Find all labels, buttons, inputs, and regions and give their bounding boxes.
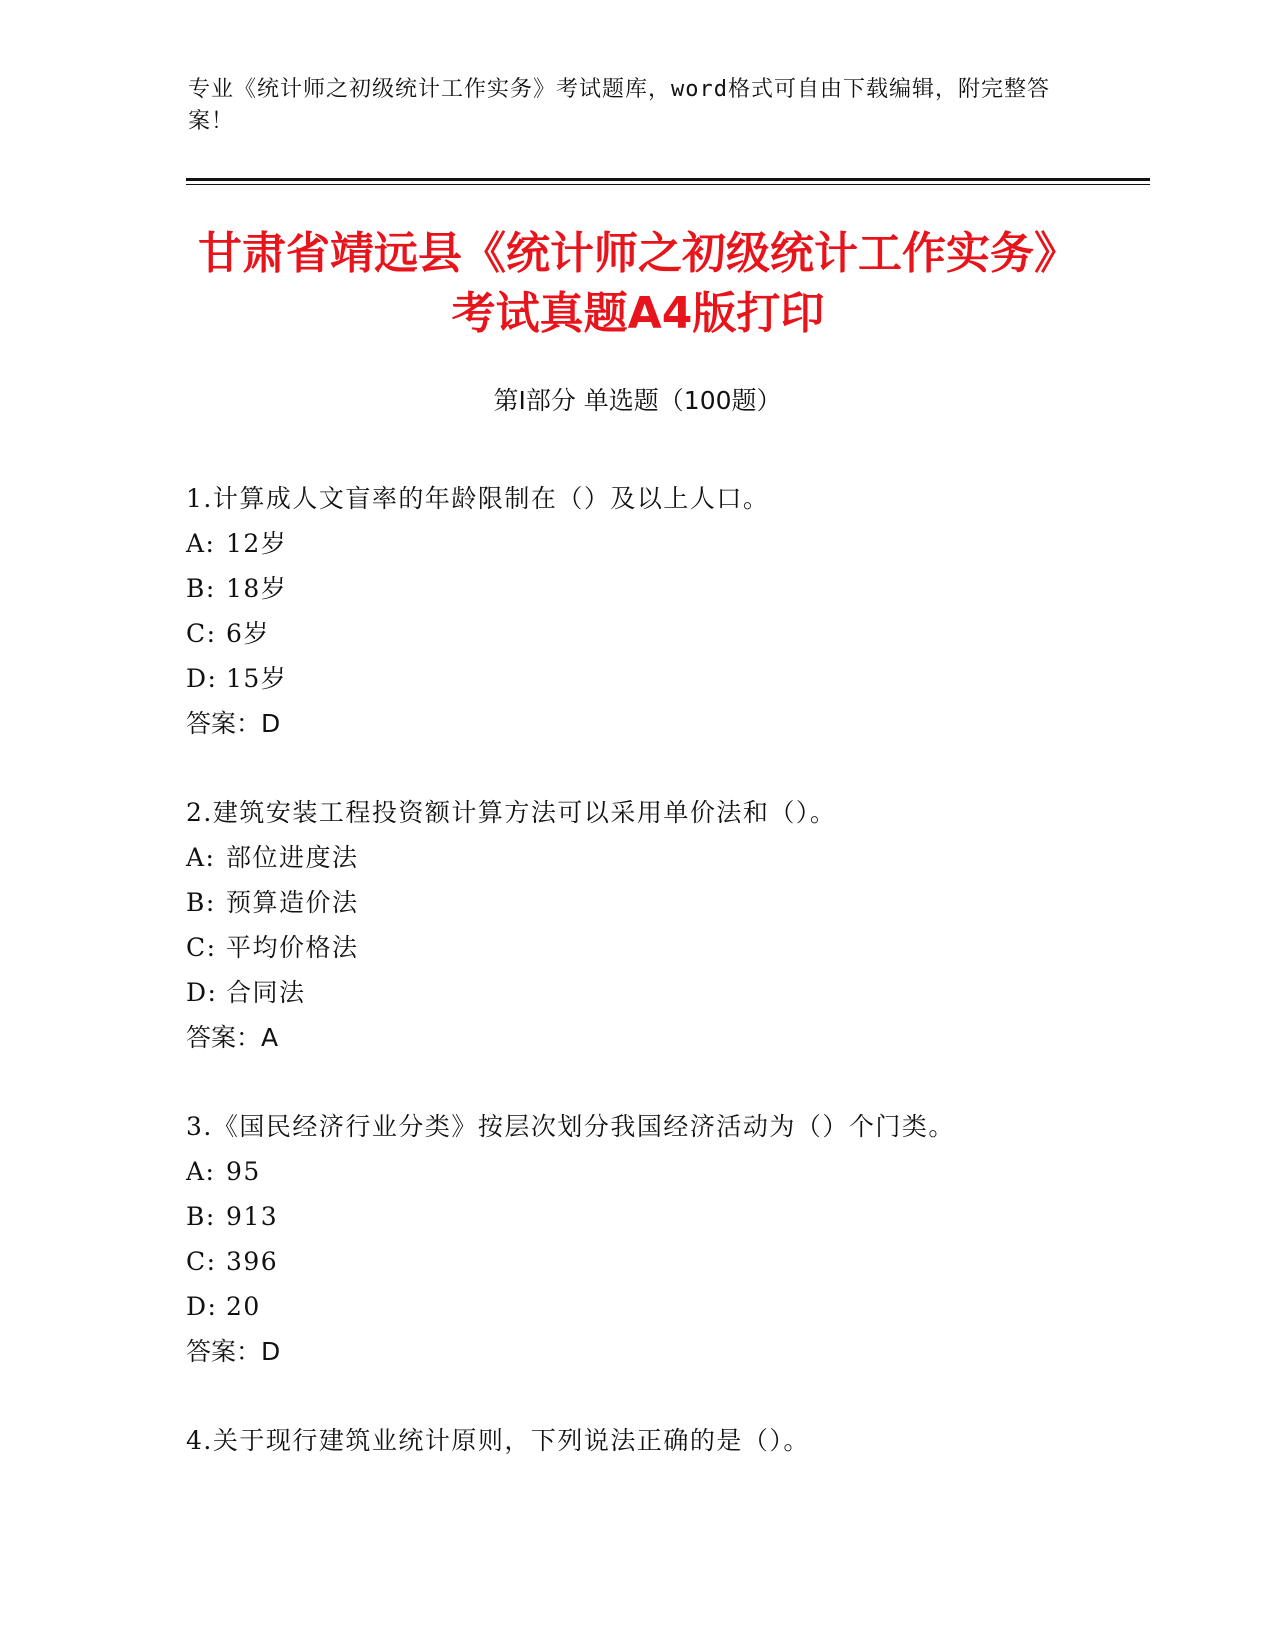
option-a <box>186 1149 1136 1194</box>
question-1 <box>186 476 1136 746</box>
option-letter: D: <box>186 1292 218 1321</box>
question-text: 3.《国民经济行业分类》按层次划分我国经济活动为（）个门类。 <box>186 1112 955 1141</box>
option-b <box>186 880 1136 925</box>
header-divider-thick <box>186 178 1150 181</box>
option-letter: D: <box>186 978 218 1007</box>
option-letter: B: <box>186 574 216 603</box>
option-letter: D: <box>186 664 218 693</box>
answer-label: 答案： <box>186 1337 262 1366</box>
question-3 <box>186 1104 1136 1374</box>
option-text: 913 <box>226 1202 279 1231</box>
option-text: 12岁 <box>226 529 288 558</box>
document-title: 甘肃省靖远县《统计师之初级统计工作实务》考试真题A4版打印 <box>198 228 1078 339</box>
answer-line <box>186 701 1136 746</box>
option-d <box>186 1284 1136 1329</box>
option-text: 20 <box>226 1292 261 1321</box>
option-letter: C: <box>186 933 217 962</box>
option-d <box>186 656 1136 701</box>
option-c <box>186 925 1136 970</box>
header-divider-thin <box>186 184 1150 185</box>
option-text: 部位进度法 <box>226 843 359 872</box>
option-a <box>186 521 1136 566</box>
option-b <box>186 1194 1136 1239</box>
question-4 <box>186 1418 1136 1463</box>
option-text: 15岁 <box>226 664 288 693</box>
question-2 <box>186 790 1136 1060</box>
option-letter: B: <box>186 888 216 917</box>
answer-value: A <box>261 1023 279 1052</box>
option-d <box>186 970 1136 1015</box>
option-text: 合同法 <box>226 978 306 1007</box>
answer-line <box>186 1015 1136 1060</box>
question-text: 1.计算成人文盲率的年龄限制在（）及以上人口。 <box>186 484 770 513</box>
option-letter: A: <box>186 529 216 558</box>
option-c <box>186 1239 1136 1284</box>
answer-line <box>186 1329 1136 1374</box>
section-title: 第I部分 单选题（100题） <box>493 386 782 415</box>
option-text: 95 <box>226 1157 261 1186</box>
question-text: 4.关于现行建筑业统计原则，下列说法正确的是（）。 <box>186 1426 810 1455</box>
option-text: 预算造价法 <box>226 888 359 917</box>
header-note: 专业《统计师之初级统计工作实务》考试题库，word格式可自由下载编辑，附完整答案！ <box>188 77 1050 134</box>
option-letter: A: <box>186 1157 216 1186</box>
option-b <box>186 566 1136 611</box>
option-letter: C: <box>186 1247 217 1276</box>
answer-value: D <box>261 1337 281 1366</box>
question-text: 2.建筑安装工程投资额计算方法可以采用单价法和（）。 <box>186 798 837 827</box>
option-letter: B: <box>186 1202 216 1231</box>
option-text: 6岁 <box>226 619 270 648</box>
question-list <box>186 476 1136 1507</box>
option-a <box>186 835 1136 880</box>
answer-label: 答案： <box>186 709 262 738</box>
answer-label: 答案： <box>186 1023 262 1052</box>
option-c <box>186 611 1136 656</box>
answer-value: D <box>261 709 281 738</box>
option-text: 18岁 <box>226 574 288 603</box>
option-text: 平均价格法 <box>226 933 359 962</box>
option-letter: A: <box>186 843 216 872</box>
option-text: 396 <box>226 1247 279 1276</box>
option-letter: C: <box>186 619 217 648</box>
